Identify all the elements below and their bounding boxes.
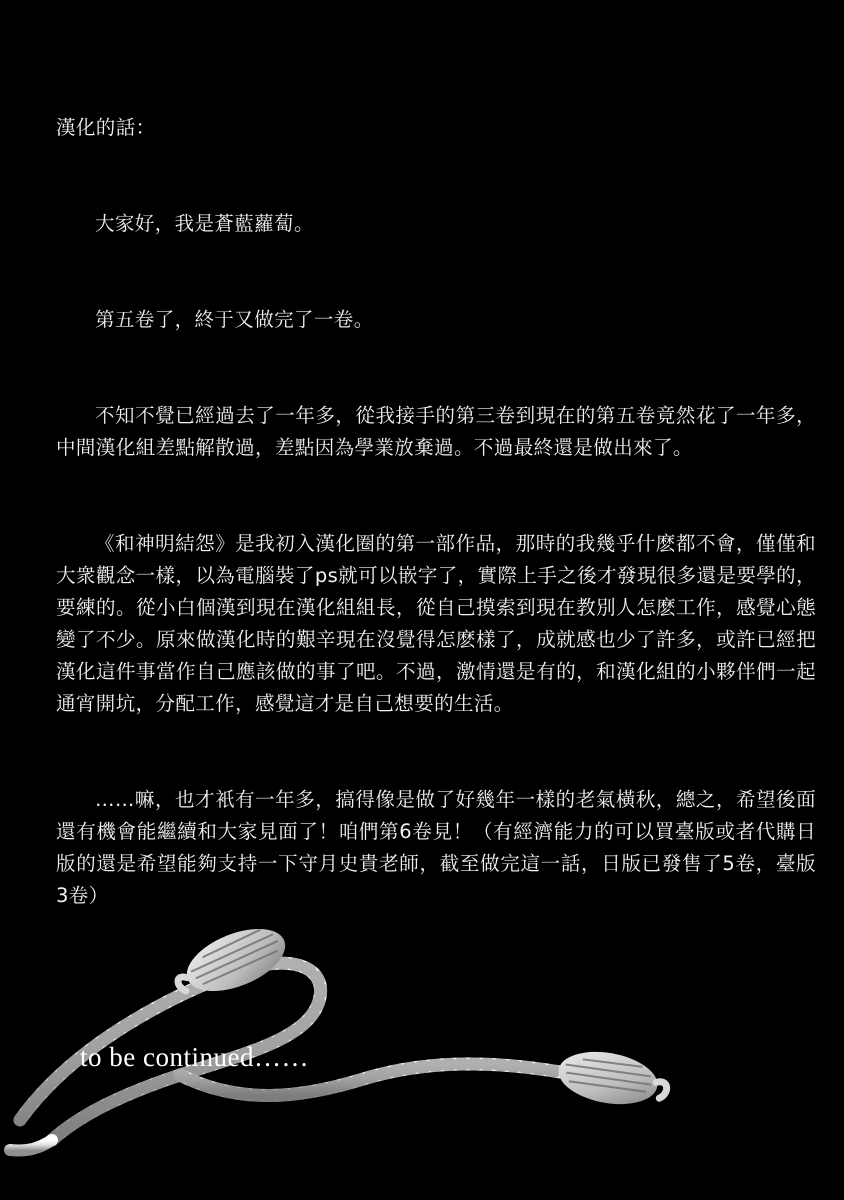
rope-tassel-left (169, 916, 294, 1007)
afterword-paragraph: 第五卷了，終于又做完了一卷。 (95, 308, 374, 331)
to-be-continued-label: to be continued…… (80, 1042, 309, 1072)
rope-tassel-right (554, 1045, 671, 1113)
afterword-paragraph: ……嘛，也才衹有一年多，搞得像是做了好幾年一樣的老氣橫秋，總之，希望後面還有機會能繼續和大家見面了！咱們第6卷見！（有經濟能力的可以買臺版或者代購日版的還是希望能夠支持一下守月史貴老師，截至做完這一話，日版已發售了5卷，臺版3卷） (56, 788, 816, 907)
afterword-text-block (56, 48, 816, 976)
afterword-paragraph: 《和神明結怨》是我初入漢化圈的第一部作品，那時的我幾乎什麽都不會，僅僅和大衆觀念一樣，以為電腦裝了ps就可以嵌字了，實際上手之後才發現很多還是要學的，要練的。從小白個漢到現在漢化組組長，從自己摸索到現在教別人怎麽工作，感覺心態變了不少。原來做漢化時的艱辛現在沒覺得怎麽樣了，成就感也少了許多，或許已經把漢化這件事當作自己應該做的事了吧。不過，激情還是有的，和漢化組的小夥伴們一起通宵開坑，分配工作，感覺這才是自己想要的生活。 (56, 532, 816, 715)
afterword-paragraph: 不知不覺已經過去了一年多，從我接手的第三卷到現在的第五卷竟然花了一年多，中間漢化組差點解散過，差點因為學業放棄過。不過最終還是做出來了。 (56, 404, 816, 459)
afterword-heading: 漢化的話： (56, 116, 156, 139)
afterword-paragraph: 大家好，我是蒼藍蘿蔔。 (95, 212, 314, 235)
